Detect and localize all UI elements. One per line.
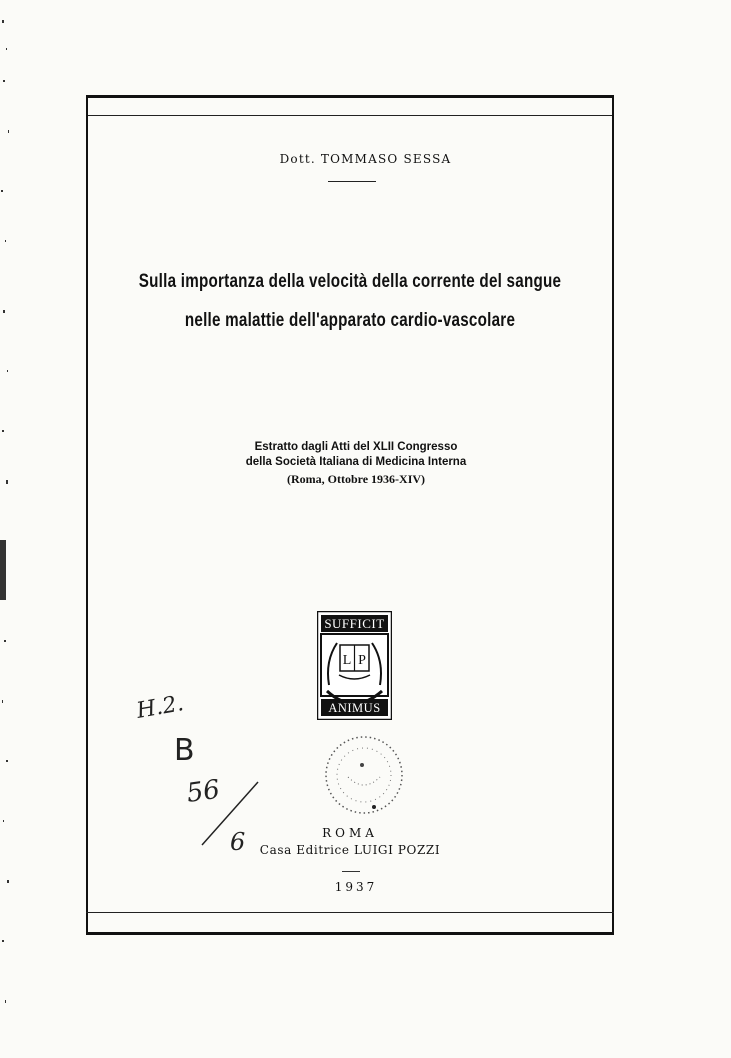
emblem-top-motto: SUFFICIT	[324, 616, 385, 631]
title-line-2: nelle malattie dell'apparato cardio-vascolare	[184, 309, 516, 331]
imprint-publisher: Casa Editrice LUIGI POZZI	[259, 843, 441, 857]
frame-bottom-thin-rule	[86, 912, 614, 913]
imprint-year: 1937	[334, 880, 378, 894]
frame-top-thick-rule	[86, 95, 614, 98]
handwritten-note-4: 6	[230, 828, 246, 856]
handwritten-note-1: H.2.	[134, 691, 186, 724]
publisher-emblem	[317, 611, 392, 720]
handwritten-note-2: B	[174, 733, 195, 768]
handwritten-note-3: 56	[184, 774, 222, 809]
frame-bottom-thick-rule	[86, 932, 614, 935]
frame-left-rule	[86, 95, 88, 935]
library-stamp	[318, 735, 418, 835]
frame-top-thin-rule	[86, 115, 614, 116]
extract-line-2: della Società Italiana di Medicina Interna	[245, 456, 467, 468]
author-name: Dott. TOMMASO SESSA	[279, 152, 452, 166]
author-divider	[328, 181, 376, 182]
title-line-1: Sulla importanza della velocità della corrente del sangue	[138, 270, 562, 292]
imprint-divider	[342, 871, 360, 872]
emblem-initial-l: L	[342, 653, 352, 668]
extract-line-3: (Roma, Ottobre 1936-XIV)	[286, 472, 426, 486]
emblem-bottom-motto: ANIMUS	[328, 701, 381, 715]
imprint-place: ROMA	[322, 826, 378, 840]
emblem-initial-p: P	[358, 653, 366, 668]
frame-right-rule	[612, 95, 614, 935]
extract-line-1: Estratto dagli Atti del XLII Congresso	[254, 441, 458, 453]
